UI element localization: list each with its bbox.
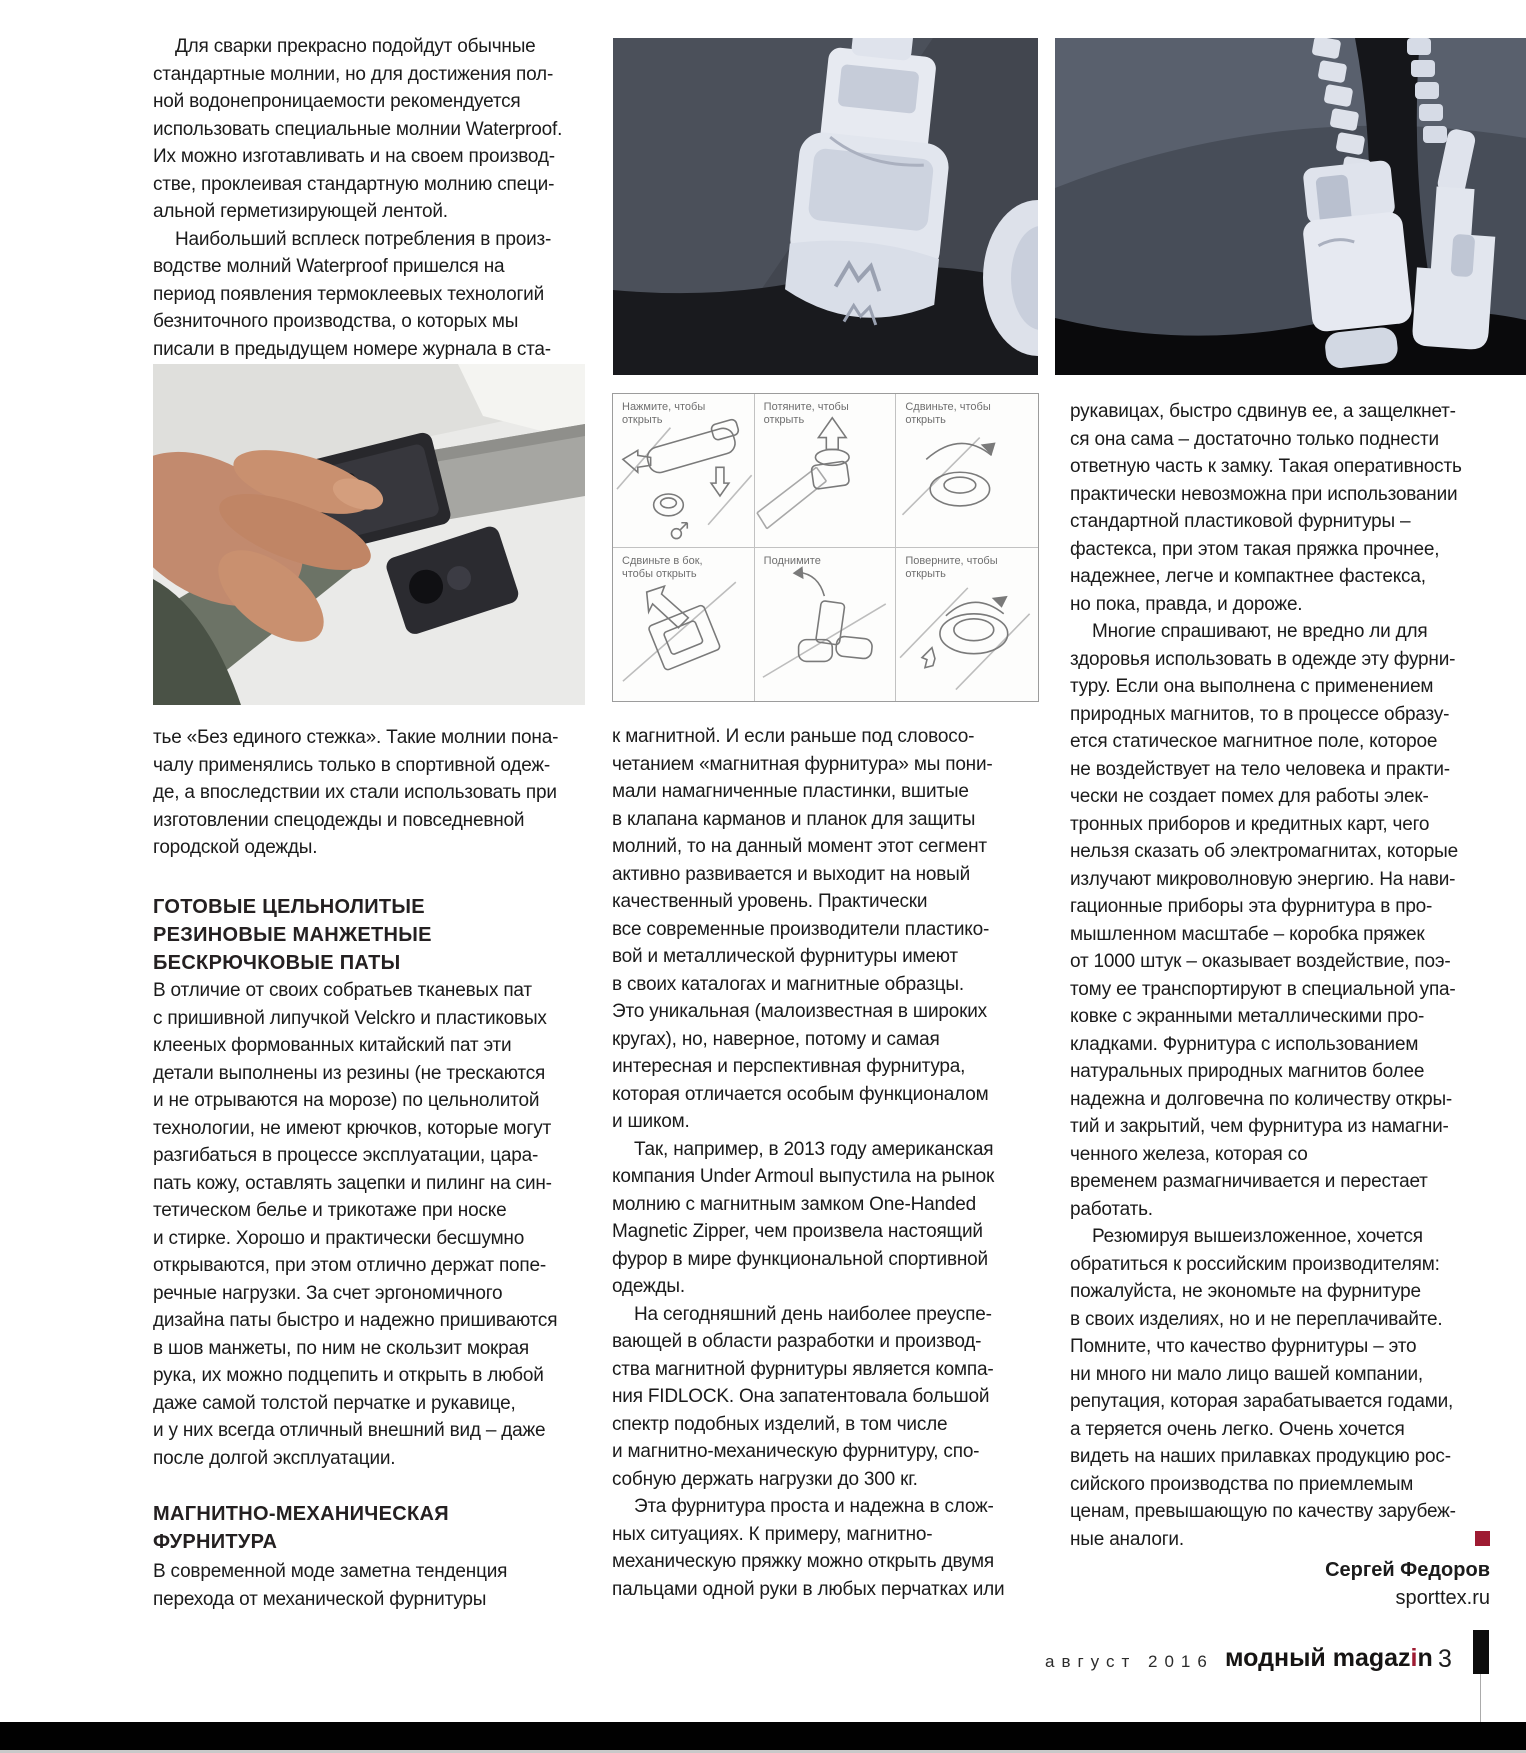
article-text-left-body2: В современной моде заметна тенденция перехода от механической фурнитуры (153, 1561, 508, 1610)
diagram-label: Поднимите (763, 554, 821, 567)
logo-text: модный magaz (1225, 1644, 1411, 1672)
article-text-middle: к магнитной. И если раньше под словосо- четанием «магнитная фурнитура» мы пони- мали намагниченные пластинки, вшитые в клапана карманов и планок для защиты молний, то на данный момент этот сегмент активно развивается и выходит на новый качественный уровень. Практически все современные производители пластико- вой и металлической фурнитуры имеют в своих каталогах и магнитные образцы. Это уникальная (малоизвестная в широких кругах), но, наверное, потому и самая интересная и перспективная фурнитура, которая отличается особым функционалом и шиком. Так, например, в 2013 году американская компания Under Armoul выпустила на рынок молнию с магнитным замком One-Handed Magnetic Zipper, чем произвела настоящий фурор в мире функциональной спортивной одежды. На сегодняшний день наиболее преуспе- вающей в области разработки и производ- ства магнитной фурнитуры является компа- ния FIDLOCK. Она запатентовала большой спектр подобных изделий, в том числе и магнитно-механическую фурнитуру, спо- собную держать нагрузки до 300 кг. Эта фурнитура проста и надежна в слож- ных ситуациях. К примеру, магнитно- механическую пряжку можно открыть двумя пальцами одной руки в любых перчатках или (612, 726, 1005, 1600)
article-text-left-top: Для сварки прекрасно подойдут обычные стандартные молнии, но для достижения пол- ной водонепроницаемости рекомендуется использовать специальные молнии Waterproof. Их можно изготавливать и на своем производ- стве, проклеивая стандартную молнию специ- альной герметизирующей лентой. Наибольший всплеск потребления в произ- водстве молний Waterproof пришелся на период появления термоклеевых технологий безниточного производства, о которых мы писали в предыдущем номере журнала в ста- (153, 36, 563, 360)
author-name: Сергей Федоров (1325, 1559, 1490, 1581)
zipper-render-image (1055, 38, 1526, 375)
diagram-panel-slide (896, 394, 1038, 548)
diagram-panel-press (613, 394, 755, 548)
author-block (1070, 1556, 1490, 1612)
lift-to-open-drawing (755, 548, 896, 702)
logo-accent-letter: i (1410, 1644, 1418, 1672)
article-text-left-mid: тье «Без единого стежка». Такие молнии пона- чалу применялись только в спортивной одеж- де, а впоследствии их стали использовать при изготовлении спецодежды и повседневной городской одежды. (153, 727, 559, 858)
author-website: sporttex.ru (1395, 1587, 1490, 1609)
footer-issue-date: август 2016 (1045, 1652, 1214, 1671)
article-text-right: рукавицах, быстро сдвинув ее, а защелкнет- ся она сама – достаточно только поднести ответную часть к замку. Такая оперативность практически невозможна при использовании стандартной пластиковой фурнитуры – фастекса, при этом такая пряжка прочнее, надежнее, легче и компактнее фастекса, но пока, правда, и дороже. Многие спрашивают, не вредно ли для здоровья использовать в одежде эту фурни- туру. Если она выполнена с применением природных магнитов, то в процессе образу- ется статическое магнитное поле, которое не воздействует на тело человека и практи- чески не создает помех для работы элек- тронных приборов и кредитных карт, чего нельзя сказать об электромагнитах, которые излучают микроволновую энергию. На нави- гационные приборы эта фурнитура в про- мышленном масштабе – коробка пряжек от 1000 штук – оказывает воздействие, поэ- тому ее транспортируют в специальной упа- ковке с экранными металлическими про- кладками. Фурнитура с использованием натуральных природных магнитов более надежна и долговечна по количеству откры- тий и закрытий, чем фурнитура из намагни- ченного железа, которая со временем размагничивается и перестает работать. Резюмируя вышеизложенное, хочется обратиться к российским производителям: пожалуйста, не экономьте на фурнитуре в своих изделиях, но и не переплачивайте. Помните, что качество фурнитуры – это ни много ни мало лицо вашей компании, репутация, которая зарабатывается годами, а теряется очень легко. Очень хочется видеть на наших прилавках продукцию рос- сийского производства по приемлемым ценам, превышающую по качеству зарубеж- ные аналоги. (1070, 401, 1462, 1550)
section-heading-magnetic-hardware: МАГНИТНО-МЕХАНИЧЕСКАЯ ФУРНИТУРА (153, 1503, 449, 1553)
page-edge-tab (1473, 1630, 1489, 1674)
diagram-label: Нажмите, чтобы открыть (622, 401, 706, 426)
diagram-label: Сдвиньте, чтобы открыть (905, 401, 991, 426)
diagram-panel-lift (755, 548, 897, 702)
article-text-left-body1: В отличие от своих собратьев тканевых пат с пришивной липучкой Velckro и пластиковых клееных формованных китайский пат эти детали выполнены из резины (не трескаются и не отрываются на морозе) по цельнолитой технологии, не имеют крючков, которые могут разгибаться в процессе эксплуатации, цара- пать кожу, оставлять зацепки и пилинг на син- тетическом белье и трикотаже при носке и стирке. Хорошо и практически бесшумно открываются, при этом отлично держат попе- речные нагрузки. За счет эргономичного дизайна паты быстро и надежно пришиваются в шов манжеты, по ним не скользит мокрая рука, их можно подцепить и открыть в любой даже самой толстой перчатке и рукавице, и у них всегда отличный внешний вид – даже после долгой эксплуатации. (153, 980, 558, 1469)
article-end-mark (1475, 1531, 1490, 1546)
bottom-black-bar (0, 1722, 1526, 1750)
diagram-panel-rotate (896, 548, 1038, 702)
hand-buckle-photo-image (153, 364, 585, 705)
diagram-label: Потяните, чтобы открыть (763, 401, 849, 426)
diagram-panel-pull (755, 394, 897, 548)
instruction-diagram (612, 393, 1039, 702)
photo-hand-with-buckle (153, 364, 585, 705)
page-edge-line (1480, 1674, 1481, 1722)
product-photo-buckle-render (613, 38, 1038, 375)
footer-magazine-logo (1225, 1644, 1433, 1673)
diagram-panel-slide-sideways (613, 548, 755, 702)
logo-text-tail: n (1417, 1644, 1433, 1672)
product-photo-magnetic-zipper (1055, 38, 1526, 375)
buckle-render-image (613, 38, 1038, 375)
section-heading-rubber-tabs: ГОТОВЫЕ ЦЕЛЬНОЛИТЫЕ РЕЗИНОВЫЕ МАНЖЕТНЫЕ БЕСКРЮЧКОВЫЕ ПАТЫ (153, 896, 432, 974)
diagram-label: Поверните, чтобы открыть (905, 554, 998, 580)
page-number: 3 (1438, 1645, 1452, 1673)
diagram-label: Сдвиньте в бок, чтобы открыть (622, 554, 703, 580)
